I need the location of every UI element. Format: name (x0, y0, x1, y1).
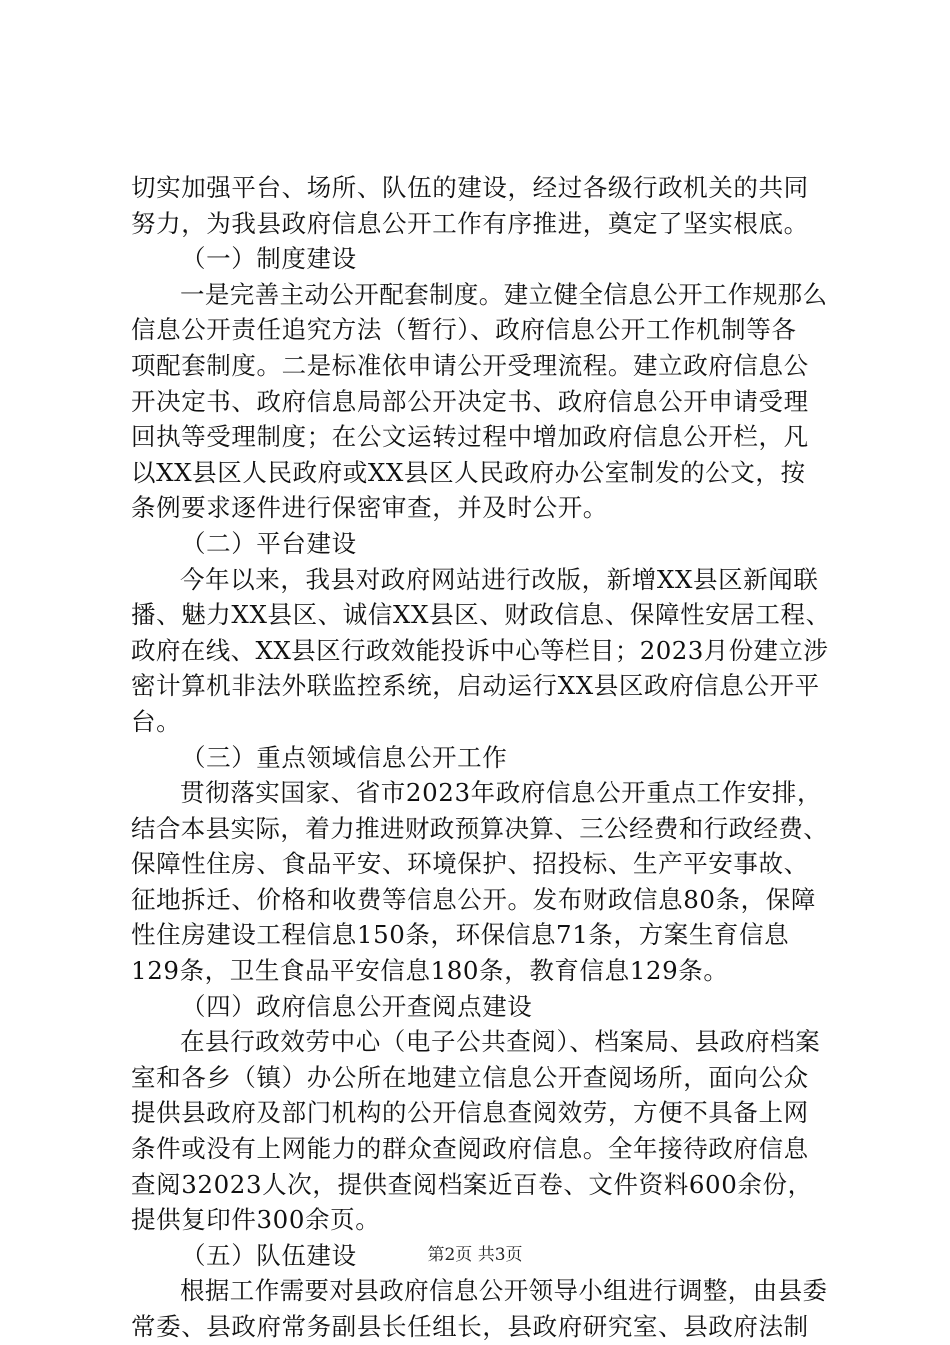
text-line: 条件或没有上网能力的群众查阅政府信息。全年接待政府信息 (131, 1134, 809, 1164)
section-heading: （三）重点领域信息公开工作 (181, 742, 508, 772)
text-line: 贯彻落实国家、省市2023年政府信息公开重点工作安排， (180, 778, 823, 808)
text-line: 根据工作需要对县政府信息公开领导小组进行调整，由县委 (180, 1276, 828, 1306)
text-line: 项配套制度。二是标准依申请公开受理流程。建立政府信息公 (131, 350, 809, 380)
text-line: 今年以来，我县对政府网站进行改版，新增XX县区新闻联 (180, 564, 819, 594)
text-line: 常委、县政府常务副县长任组长，县政府研究室、县政府法制 (131, 1312, 809, 1341)
text-line: 切实加强平台、场所、队伍的建设，经过各级行政机关的共同 (131, 173, 809, 202)
text-line: 以XX县区人民政府或XX县区人民政府办公室制发的公文，按 (131, 457, 806, 487)
section-heading: （二）平台建设 (181, 528, 357, 558)
text-line: 播、魅力XX县区、诚信XX县区、财政信息、保障性安居工程、 (131, 600, 831, 630)
text-line: 密计算机非法外联监控系统，启动运行XX县区政府信息公开平 (131, 671, 820, 701)
text-line: 保障性住房、食品平安、环境保护、招投标、生产平安事故、 (131, 849, 809, 879)
text-line: 开决定书、政府信息局部公开决定书、政府信息公开申请受理 (131, 386, 809, 416)
text-line: 台。 (131, 706, 182, 736)
text-line: 查阅32023人次，提供查阅档案近百卷、文件资料600余份， (131, 1169, 813, 1199)
section-heading: （四）政府信息公开查阅点建设 (181, 991, 533, 1021)
section-heading: （五）队伍建设 (181, 1240, 357, 1270)
text-line: 信息公开责任追究方法（暂行）、政府信息公开工作机制等各 (131, 315, 797, 345)
page-footer: 第2页 共3页 (427, 1245, 523, 1265)
text-line: 政府在线、XX县区行政效能投诉中心等栏目；2023月份建立涉 (131, 635, 829, 665)
text-line: 室和各乡（镇）办公所在地建立信息公开查阅场所，面向公众 (131, 1062, 809, 1092)
text-line: 条例要求逐件进行保密审查，并及时公开。 (131, 493, 608, 523)
text-line: 提供县政府及部门机构的公开信息查阅效劳，方便不具备上网 (131, 1098, 809, 1128)
text-line: 结合本县实际，着力推进财政预算决算、三公经费和行政经费、 (131, 813, 829, 843)
text-line: 性住房建设工程信息150条，环保信息71条，方案生育信息 (131, 920, 790, 950)
section-heading: （一）制度建设 (181, 244, 357, 274)
text-line: 129条，卫生食品平安信息180条，教育信息129条。 (131, 956, 729, 986)
text-line: 努力，为我县政府信息公开工作有序推进，奠定了坚实根底。 (131, 208, 809, 238)
text-line: 提供复印件300余页。 (131, 1205, 381, 1235)
text-line: 回执等受理制度；在公文运转过程中增加政府信息公开栏，凡 (131, 422, 809, 452)
text-line: 在县行政效劳中心（电子公共查阅）、档案局、县政府档案 (180, 1027, 821, 1057)
text-line: 一是完善主动公开配套制度。建立健全信息公开工作规那么 (180, 279, 828, 309)
text-line: 征地拆迁、价格和收费等信息公开。发布财政信息80条，保障 (131, 884, 816, 914)
document-body (131, 170, 831, 1345)
